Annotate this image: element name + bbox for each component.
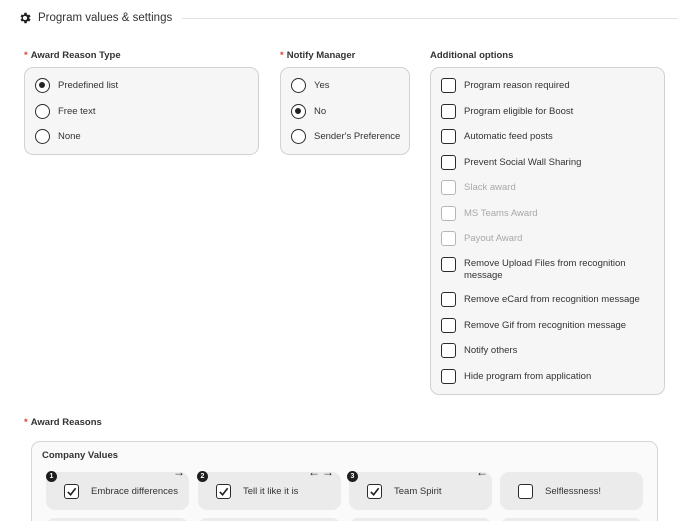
- checkbox-label: Program reason required: [464, 80, 570, 91]
- checkbox-label: Hide program from application: [464, 371, 592, 382]
- radio-label: Free text: [58, 106, 96, 117]
- additional-options-panel: [430, 67, 665, 395]
- company-values-panel: [31, 441, 658, 521]
- radio-button[interactable]: [35, 78, 50, 93]
- radio-label: Yes: [314, 80, 330, 91]
- checkbox-label: Automatic feed posts: [464, 131, 553, 142]
- reason-label: Team Spirit: [394, 485, 442, 497]
- checkbox[interactable]: [518, 484, 533, 499]
- checkbox-label: Prevent Social Wall Sharing: [464, 157, 582, 168]
- radio-label: Sender's Preference: [314, 131, 401, 142]
- checkbox-label: Notify others: [464, 345, 518, 356]
- notify-manager-panel: [280, 67, 410, 155]
- radio-no[interactable]: [291, 104, 326, 119]
- checkbox-remove-ecard[interactable]: [441, 292, 640, 307]
- reason-card-selflessness[interactable]: [500, 472, 643, 510]
- checkbox-hide-program[interactable]: [441, 369, 591, 384]
- radio-button[interactable]: [291, 78, 306, 93]
- required-mark: *: [280, 50, 284, 61]
- checkbox-slack-award: [441, 180, 516, 195]
- checkbox-label: Program eligible for Boost: [464, 106, 574, 117]
- radio-button[interactable]: [291, 104, 306, 119]
- reason-label: Embrace differences: [91, 485, 178, 497]
- checkbox-remove-gif[interactable]: [441, 318, 626, 333]
- checkmark-icon: [369, 486, 380, 497]
- checkbox-label: Remove eCard from recognition message: [464, 294, 640, 305]
- checkbox-label: MS Teams Award: [464, 208, 538, 219]
- checkbox: [441, 180, 456, 195]
- radio-none[interactable]: [35, 129, 81, 144]
- checkbox[interactable]: [367, 484, 382, 499]
- checkbox-automatic-feed-posts[interactable]: [441, 129, 553, 144]
- award-reason-type-panel: [24, 67, 259, 155]
- checkbox-program-eligible-boost[interactable]: [441, 104, 573, 119]
- award-reasons-label: [24, 417, 102, 428]
- section-header: [18, 10, 678, 26]
- award-reason-type-title: Award Reason Type: [30, 50, 121, 61]
- radio-predefined-list[interactable]: [35, 78, 118, 93]
- checkbox-notify-others[interactable]: [441, 343, 517, 358]
- reorder-arrow-icon[interactable]: ←: [476, 465, 490, 479]
- radio-yes[interactable]: [291, 78, 330, 93]
- checkbox-payout-award: [441, 231, 522, 246]
- checkbox[interactable]: [441, 104, 456, 119]
- order-badge: 3: [347, 471, 358, 482]
- checkbox-remove-upload-files[interactable]: [441, 257, 654, 282]
- checkbox[interactable]: [441, 257, 456, 272]
- reason-card-team-spirit[interactable]: [349, 472, 492, 510]
- checkmark-icon: [218, 486, 229, 497]
- checkbox[interactable]: [441, 292, 456, 307]
- checkbox[interactable]: [441, 155, 456, 170]
- checkbox[interactable]: [64, 484, 79, 499]
- checkbox: [441, 206, 456, 221]
- reason-card-embrace-differences[interactable]: [46, 472, 189, 510]
- radio-label: Predefined list: [58, 80, 119, 91]
- notify-manager-title: Notify Manager: [286, 50, 356, 61]
- order-badge: 2: [197, 471, 208, 482]
- checkbox-label: Payout Award: [464, 233, 523, 244]
- reason-label: Tell it like it is: [243, 485, 299, 497]
- checkbox[interactable]: [441, 78, 456, 93]
- order-badge: 1: [46, 471, 57, 482]
- radio-button[interactable]: [35, 104, 50, 119]
- checkbox-ms-teams-award: [441, 206, 538, 221]
- radio-senders-preference[interactable]: [291, 129, 400, 144]
- radio-label: None: [58, 131, 81, 142]
- reorder-arrow-icon[interactable]: →: [173, 465, 187, 479]
- checkmark-icon: [66, 486, 77, 497]
- award-reasons-title: Award Reasons: [30, 417, 102, 428]
- section-title: Program values & settings: [38, 12, 173, 24]
- notify-manager-label: [280, 50, 355, 61]
- checkbox-label: Remove Gif from recognition message: [464, 320, 627, 331]
- checkbox[interactable]: [441, 369, 456, 384]
- radio-free-text[interactable]: [35, 104, 96, 119]
- reorder-arrow-icon[interactable]: ←→: [308, 465, 336, 479]
- radio-label: No: [314, 106, 327, 117]
- checkbox[interactable]: [441, 318, 456, 333]
- company-values-title: Company Values: [42, 450, 119, 461]
- gear-icon: [18, 11, 32, 25]
- checkbox[interactable]: [441, 343, 456, 358]
- checkbox-program-reason-required[interactable]: [441, 78, 570, 93]
- required-mark: *: [24, 417, 28, 428]
- additional-options-label: Additional options: [430, 50, 514, 61]
- required-mark: *: [24, 50, 28, 61]
- checkbox[interactable]: [441, 129, 456, 144]
- radio-button[interactable]: [35, 129, 50, 144]
- checkbox[interactable]: [216, 484, 231, 499]
- radio-button[interactable]: [291, 129, 306, 144]
- reason-label: Selflessness!: [545, 485, 601, 497]
- checkbox-label: Slack award: [464, 182, 516, 193]
- header-divider: [182, 18, 678, 19]
- checkbox-prevent-social-wall-sharing[interactable]: [441, 155, 581, 170]
- checkbox-label: Remove Upload Files from recognition message: [464, 258, 626, 281]
- award-reason-type-label: [24, 50, 121, 61]
- checkbox: [441, 231, 456, 246]
